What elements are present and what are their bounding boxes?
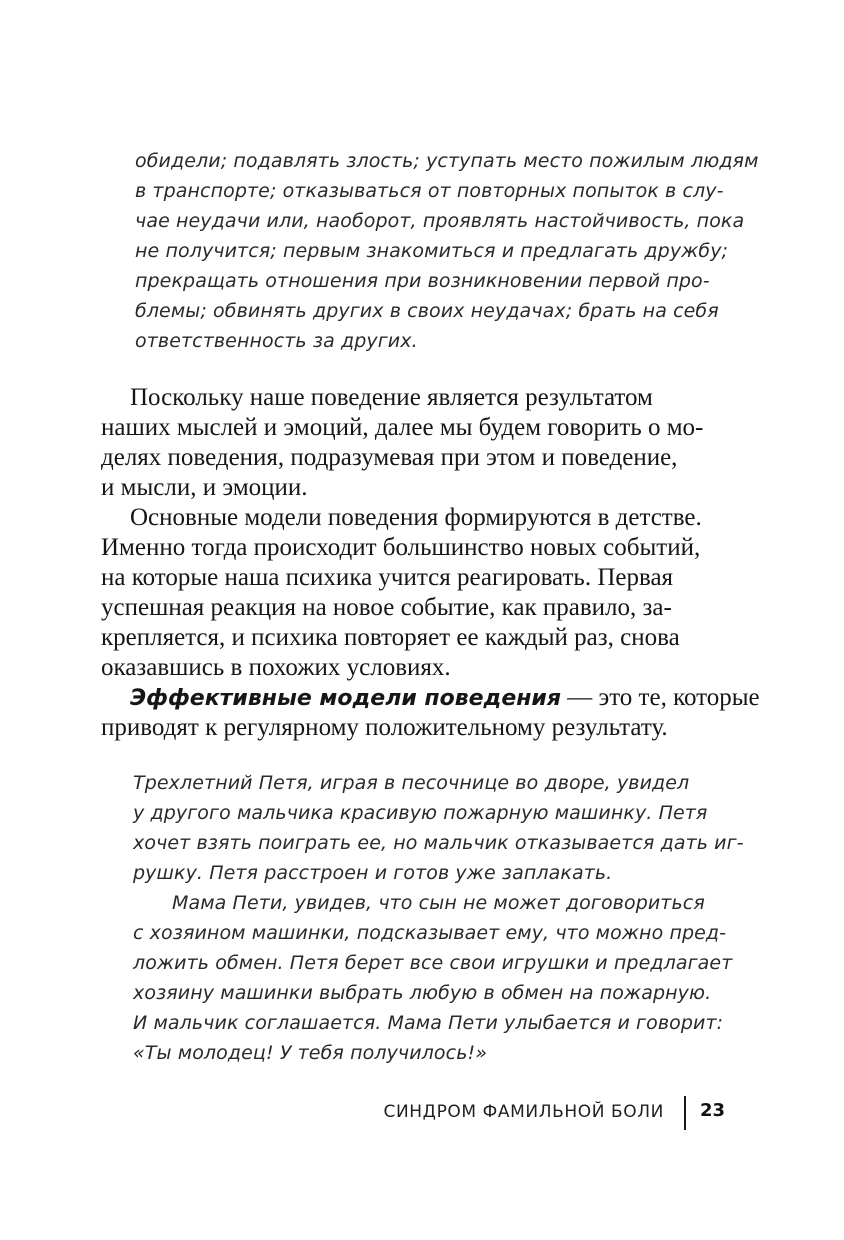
page-number: 23 xyxy=(700,1100,726,1121)
body-line: успешная реакция на новое событие, как правило, за- xyxy=(101,594,672,621)
quote-line: «Ты молодец! У тебя получилось!» xyxy=(133,1042,488,1064)
quote-line: блемы; обвинять других в своих неудачах; брать на себя xyxy=(135,300,719,322)
quote-line: чае неудачи или, наоборот, проявлять настойчивость, пока xyxy=(135,210,745,232)
body-text: — это те, которые xyxy=(560,684,760,711)
quote-line: обидели; подавлять злость; уступать место пожилым людям xyxy=(135,150,759,172)
quote-line: не получится; первым знакомиться и предлагать дружбу; xyxy=(135,240,729,262)
quote-line: у другого мальчика красивую пожарную машинку. Петя xyxy=(133,802,708,824)
body-line: Основные модели поведения формируются в детстве. xyxy=(130,504,702,531)
body-line: на которые наша психика учится реагировать. Первая xyxy=(101,564,674,591)
body-line xyxy=(130,683,760,714)
quote-line: с хозяином машинки, подсказывает ему, что можно пред- xyxy=(133,922,727,944)
emphasis-term: Эффективные модели поведения xyxy=(130,686,561,711)
body-line: оказавшись в похожих условиях. xyxy=(101,654,451,681)
body-line: крепляется, и психика повторяет ее каждый раз, снова xyxy=(101,624,680,651)
body-line: наших мыслей и эмоций, далее мы будем говорить о мо- xyxy=(101,414,704,441)
quote-line: Трехлетний Петя, играя в песочнице во дворе, увидел xyxy=(133,772,690,794)
running-footer-title: СИНДРОМ ФАМИЛЬНОЙ БОЛИ xyxy=(383,1102,664,1122)
quote-line: ответственность за других. xyxy=(135,330,418,352)
quote-line: И мальчик соглашается. Мама Пети улыбается и говорит: xyxy=(133,1012,724,1034)
body-line: делях поведения, подразумевая при этом и поведение, xyxy=(101,444,678,471)
quote-line: Мама Пети, увидев, что сын не может договориться xyxy=(172,892,705,914)
quote-line: рушку. Петя расстроен и готов уже заплакать. xyxy=(133,862,613,884)
body-line: Поскольку наше поведение является результатом xyxy=(130,384,653,411)
quote-line: хозяину машинки выбрать любую в обмен на пожарную. xyxy=(133,982,712,1004)
body-line: приводят к регулярному положительному результату. xyxy=(101,714,668,741)
body-line: и мысли, и эмоции. xyxy=(101,474,308,501)
footer-divider xyxy=(684,1096,686,1130)
quote-line: ложить обмен. Петя берет все свои игрушки и предлагает xyxy=(133,952,733,974)
body-line: Именно тогда происходит большинство новых событий, xyxy=(101,534,701,561)
quote-line: в транспорте; отказываться от повторных попыток в слу- xyxy=(135,180,724,202)
quote-line: прекращать отношения при возникновении первой про- xyxy=(135,270,710,292)
quote-line: хочет взять поиграть ее, но мальчик отказывается дать иг- xyxy=(133,832,744,854)
